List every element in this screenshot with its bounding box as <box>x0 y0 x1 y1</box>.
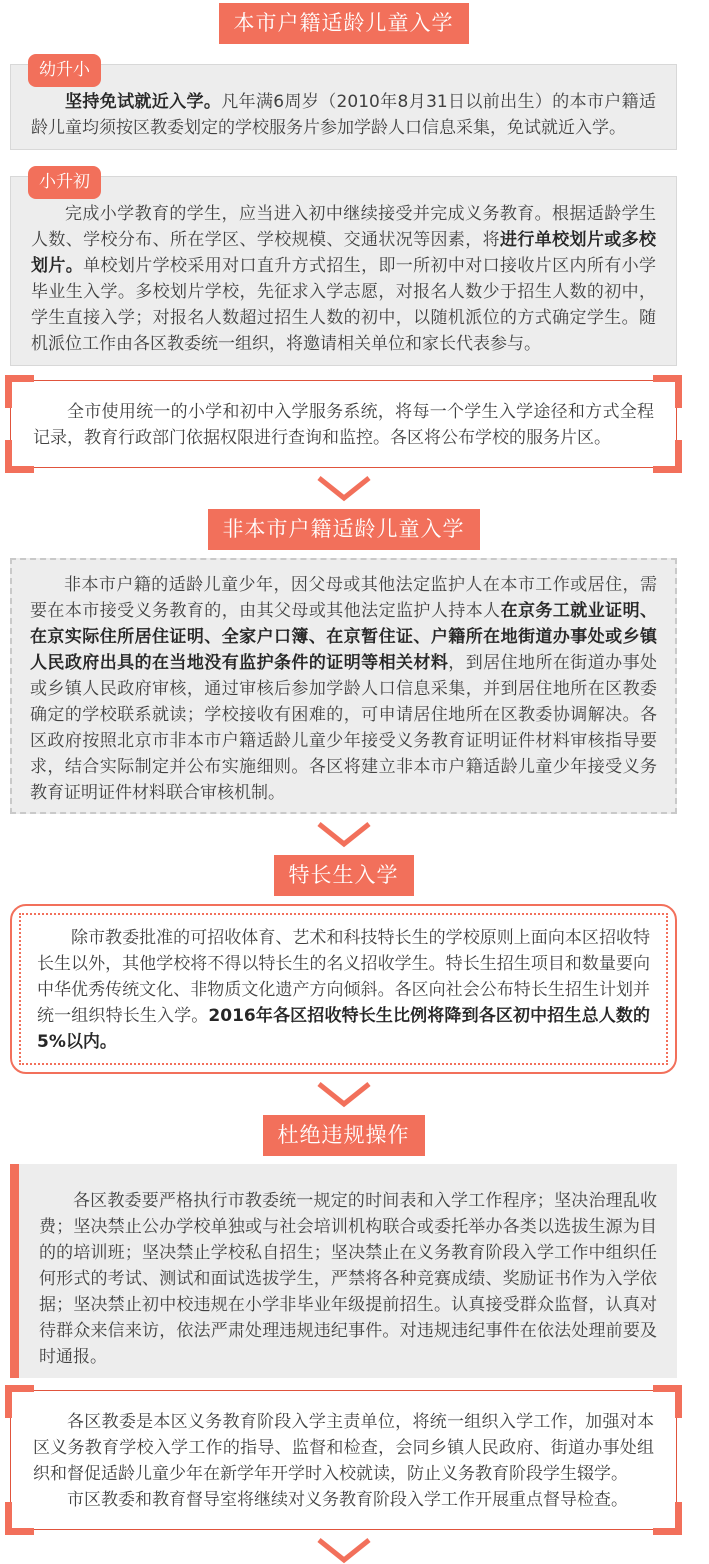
preschool-to-primary-text: 凡年满6周岁（2010年8月31日以前出生）的本市户籍适龄儿童均须按区教委划定的学校服务片参加学龄人口信息采集，免试就近入学。 <box>31 92 657 138</box>
section-primary-to-junior <box>10 166 677 366</box>
responsibility-box <box>10 1390 677 1530</box>
bold-school-zoning: 进行单校划片或多校划片。 <box>31 230 657 276</box>
chevron-down-icon <box>314 820 374 848</box>
section-header-non-local-enrollment: 非本市户籍适龄儿童入学 <box>208 509 480 550</box>
responsibility-paragraph-2: 市区教委和教育督导室将继续对义务教育阶段入学工作开展重点督导检查。 <box>67 1490 628 1510</box>
non-local-text-2: ，到居住地所在街道办事处或乡镇人民政府审核，通过审核后参加学龄人口信息采集，并到居住地所在区教委确定的学校联系就读；学校接收有困难的，可申请居住地所在区教委协调解决。各区政府按照北京市非本市户籍适龄儿童少年接受义务教育证明证件材料审核指导要求，结合实际制定并公布实施细则。各区将建立非本市户籍适龄儿童少年接受义务教育证明证件材料联合审核机制。 <box>30 653 658 803</box>
header-row-non-local <box>10 509 677 550</box>
primary-to-junior-text-1: 完成小学教育的学生，应当进入初中继续接受并完成义务教育。根据适龄学生人数、学校分布、所在学区、学校规模、交通状况等因素，将 <box>31 204 656 250</box>
no-violations-paragraph: 各区教委要严格执行市教委统一规定的时间表和入学工作程序；坚决治理乱收费；坚决禁止公办学校单独或与社会培训机构联合或委托举办各类以选拔生源为目的的培训班；坚决禁止学校私自招生；坚决禁止在义务教育阶段入学工作中组织任何形式的考试、测试和面试选拔学生，严禁将各种竞赛成绩、奖励证书作为入学依据；坚决禁止初中校违规在小学非毕业年级提前招生。认真接受群众监督，认真对待群众来信来访，依法严肃处理违规违纪事件。对违规违纪事件在依法处理前要及时通报。 <box>39 1191 657 1367</box>
preschool-to-primary-box <box>10 64 677 150</box>
chevron-down-icon <box>314 1080 374 1108</box>
non-local-enrollment-box <box>10 558 677 814</box>
chevron-down-icon <box>314 1536 374 1564</box>
section-header-local-enrollment: 本市户籍适龄儿童入学 <box>219 3 469 44</box>
primary-to-junior-paragraph <box>31 201 656 357</box>
tag-primary-to-junior: 小升初 <box>28 166 101 199</box>
section-connector <box>10 1080 677 1108</box>
corner-bracket-icon <box>5 1502 34 1535</box>
section-header-no-violations: 杜绝违规操作 <box>263 1115 425 1156</box>
primary-to-junior-box <box>10 176 677 366</box>
corner-bracket-icon <box>5 440 34 473</box>
preschool-to-primary-paragraph <box>31 89 656 141</box>
corner-bracket-icon <box>653 375 682 408</box>
non-local-text-1: 非本市户籍的适龄儿童少年，因父母或其他法定监护人在本市工作或居住，需要在本市接受义务教育的，由其父母或其他法定监护人持本人 <box>30 575 657 621</box>
special-talent-text: 除市教委批准的可招收体育、艺术和科技特长生的学校原则上面向本区招收特长生以外，其他学校将不得以特长生的名义招收学生。特长生招生项目和数量要向中华优秀传统文化、非物质文化遗产方向倾斜。各区向社会公布特长生招生计划并统一组织特长生入学。 <box>37 928 650 1026</box>
special-talent-paragraph <box>37 925 650 1055</box>
header-row-no-violations <box>10 1115 677 1156</box>
chevron-down-icon <box>314 474 374 502</box>
bold-talent-quota: 2016年各区招收特长生比例将降到各区初中招生总人数的5%以内。 <box>37 1006 650 1052</box>
non-local-enrollment-paragraph <box>30 572 657 806</box>
system-note-paragraph: 全市使用统一的小学和初中入学服务系统，将每一个学生入学途径和方式全程记录，教育行政部门依据权限进行查询和监控。各区将公布学校的服务片区。 <box>33 402 654 448</box>
corner-bracket-icon <box>5 375 34 408</box>
bold-required-documents: 在京务工就业证明、在京实际住所居住证明、全家户口簿、在京暂住证、户籍所在地街道办事处或乡镇人民政府出具的在当地没有监护条件的证明等相关材料 <box>30 601 658 673</box>
primary-to-junior-text-2: 单校划片学校采用对口直升方式招生，即一所初中对口接收片区内所有小学毕业生入学。多校划片学校，先征求入学志愿，对报名人数少于招生人数的初中，学生直接入学；对报名人数超过招生人数的初中，以随机派位的方式确定学生。随机派位工作由各区教委统一组织，将邀请相关单位和家长代表参与。 <box>31 256 657 354</box>
corner-bracket-icon <box>653 1385 682 1418</box>
corner-bracket-icon <box>653 440 682 473</box>
special-talent-inner-box <box>19 913 668 1065</box>
section-header-special-talent: 特长生入学 <box>274 855 414 896</box>
corner-bracket-icon <box>653 1502 682 1535</box>
responsibility-paragraph-1: 各区教委是本区义务教育阶段入学主责单位，将统一组织入学工作，加强对本区义务教育学校入学工作的指导、监督和检查，会同乡镇人民政府、街道办事处组织和督促适龄儿童少年在新学年开学时入校就读，防止义务教育阶段学生辍学。 <box>33 1412 654 1484</box>
no-violations-box <box>10 1164 677 1378</box>
corner-bracket-icon <box>5 1385 34 1418</box>
section-connector <box>10 1536 677 1564</box>
header-row-local <box>10 3 677 44</box>
tag-preschool-to-primary: 幼升小 <box>28 54 101 87</box>
bold-lead-free-nearby-enrollment: 坚持免试就近入学。 <box>65 92 222 112</box>
header-row-special-talent <box>10 855 677 896</box>
section-connector <box>10 474 677 502</box>
section-preschool-to-primary <box>10 54 677 150</box>
special-talent-box <box>10 904 677 1074</box>
section-connector <box>10 820 677 848</box>
system-note-box <box>10 380 677 468</box>
